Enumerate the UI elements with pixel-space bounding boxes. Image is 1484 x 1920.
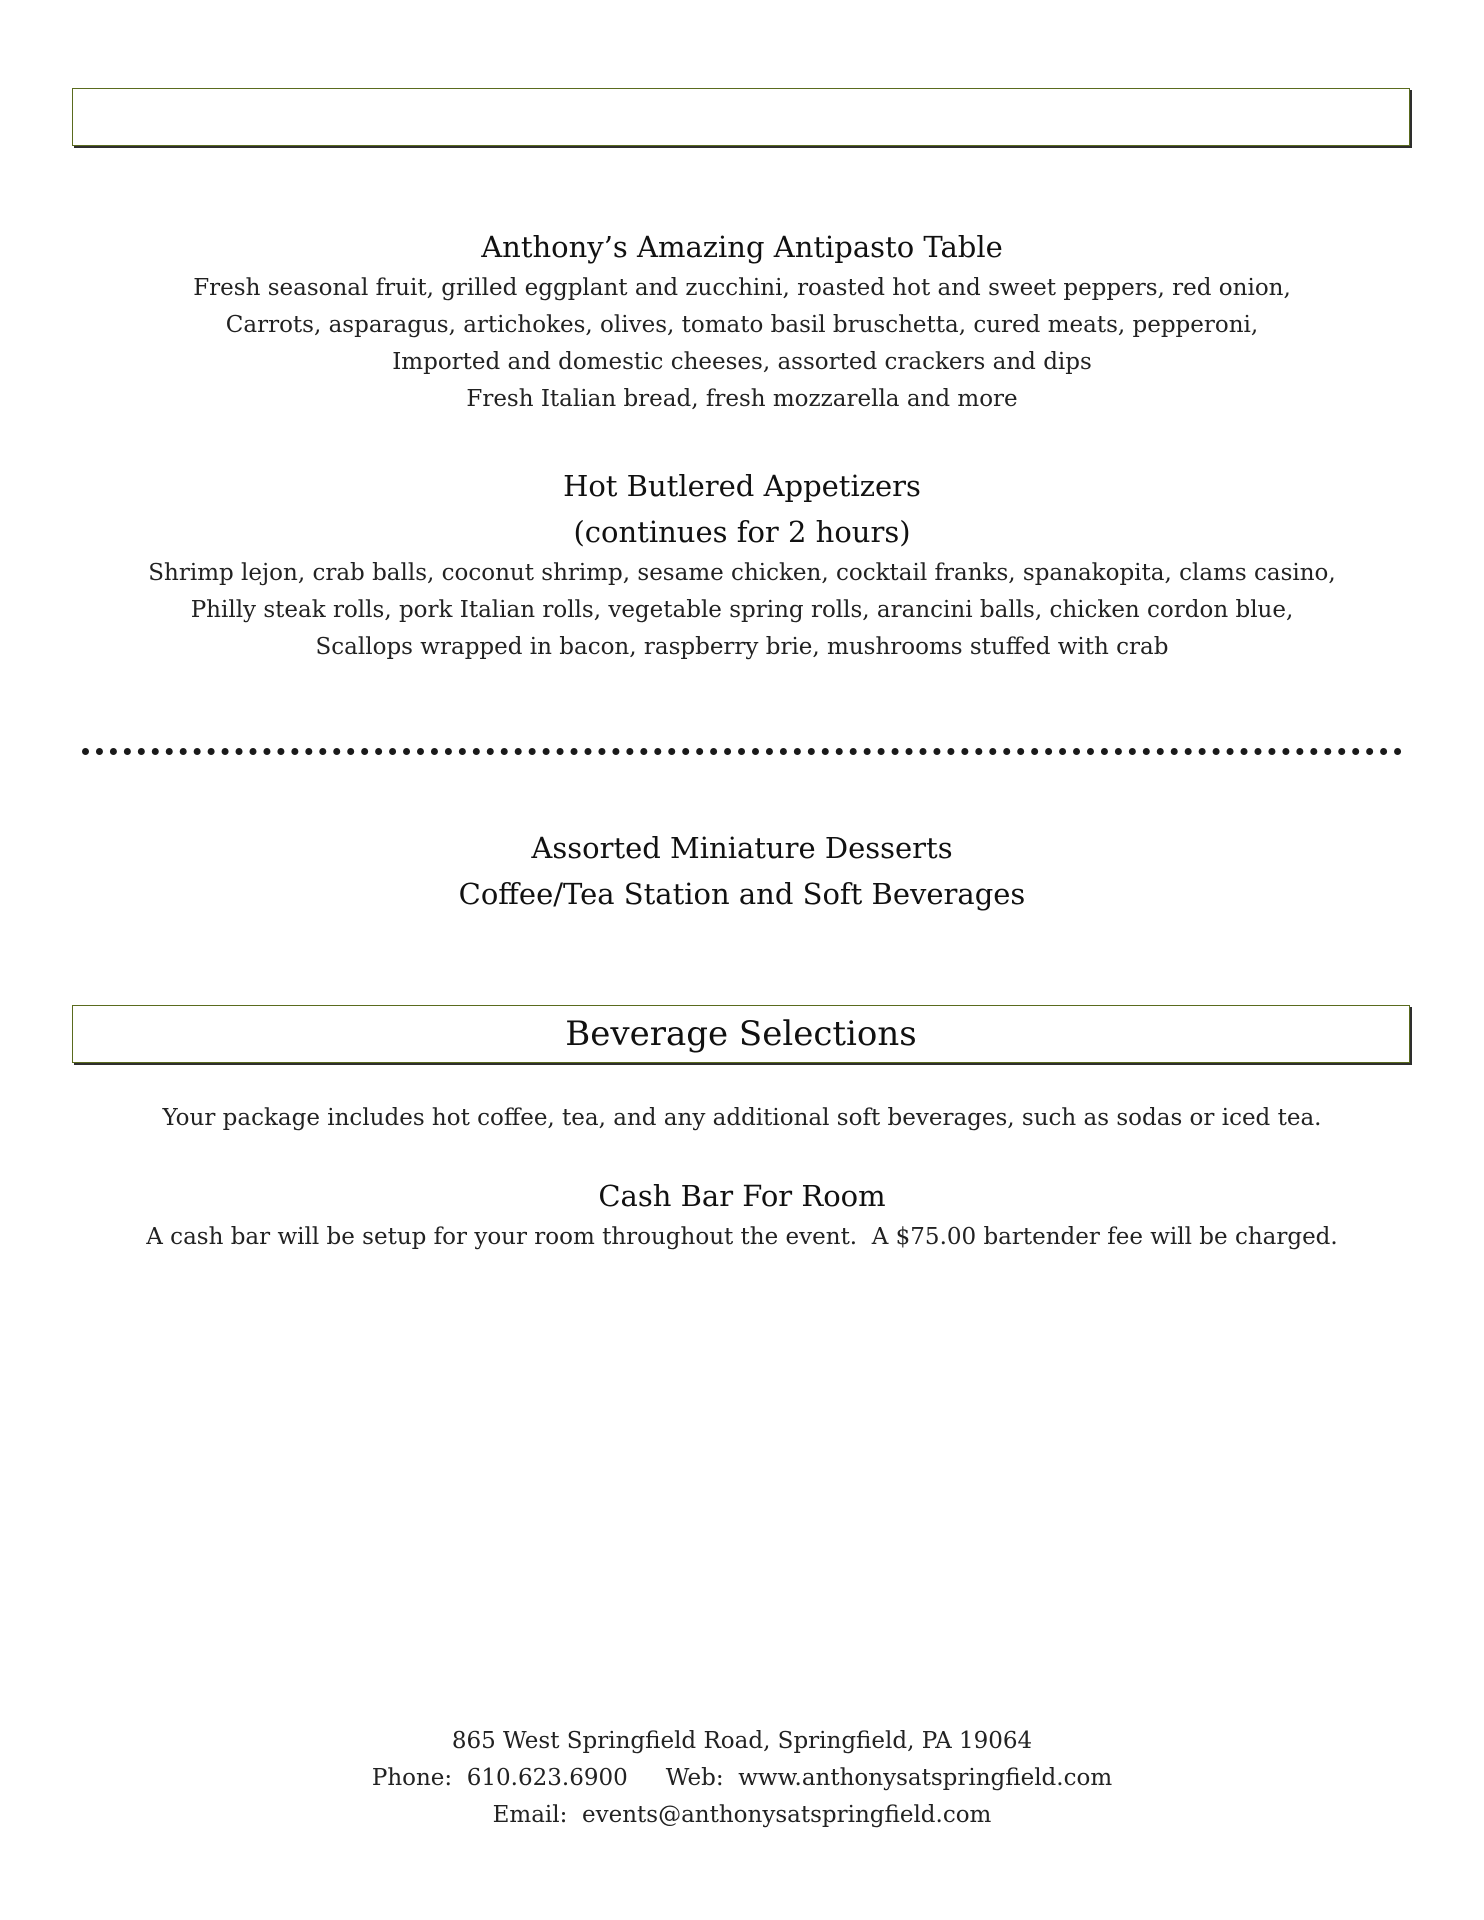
beverage-banner-title: Beverage Selections [565, 1014, 917, 1054]
dotted-divider [82, 748, 1402, 755]
footer-address: 865 West Springfield Road, Springfield, PA 19064 [451, 1728, 1033, 1754]
top-banner [72, 88, 1410, 146]
appetizers-section [0, 463, 1484, 666]
desserts-subheading: Coffee/Tea Station and Soft Beverages [458, 877, 1026, 911]
footer-phone: Phone: 610.623.6900 [371, 1765, 628, 1791]
cash-bar-text: A cash bar will be setup for your room throughout the event. A $75.00 bartender fee will be charged. [146, 1224, 1338, 1250]
footer-contact-line [0, 1760, 1484, 1797]
cash-bar-section [0, 1173, 1484, 1256]
antipasto-line: Carrots, asparagus, artichokes, olives, tomato basil bruschetta, cured meats, pepperoni, [225, 312, 1259, 338]
appetizers-subheading: (continues for 2 hours) [573, 515, 911, 549]
cash-bar-heading: Cash Bar For Room [598, 1179, 886, 1213]
desserts-section [0, 825, 1484, 917]
appetizers-heading: Hot Butlered Appetizers [563, 469, 921, 503]
footer-email-link[interactable]: Email: events@anthonysatspringfield.com [492, 1802, 992, 1828]
antipasto-section [0, 224, 1484, 418]
antipasto-line: Fresh seasonal fruit, grilled eggplant and zucchini, roasted hot and sweet peppers, red onion, [193, 275, 1291, 301]
footer-web-link[interactable]: Web: www.anthonysatspringfield.com [665, 1765, 1113, 1791]
antipasto-line: Fresh Italian bread, fresh mozzarella and more [466, 386, 1018, 412]
desserts-heading: Assorted Miniature Desserts [531, 831, 953, 865]
beverage-banner [72, 1005, 1410, 1063]
appetizers-line: Philly steak rolls, pork Italian rolls, vegetable spring rolls, arancini balls, chicken cordon blue, [190, 597, 1294, 623]
beverage-intro [0, 1100, 1484, 1137]
appetizers-line: Scallops wrapped in bacon, raspberry brie, mushrooms stuffed with crab [315, 634, 1169, 660]
antipasto-heading: Anthony’s Amazing Antipasto Table [481, 230, 1003, 264]
antipasto-line: Imported and domestic cheeses, assorted crackers and dips [392, 349, 1092, 375]
appetizers-line: Shrimp lejon, crab balls, coconut shrimp, sesame chicken, cocktail franks, spanakopita, clams casino, [148, 560, 1336, 586]
beverage-intro-text: Your package includes hot coffee, tea, and any additional soft beverages, such as sodas or iced tea. [162, 1105, 1322, 1131]
footer [0, 1723, 1484, 1834]
